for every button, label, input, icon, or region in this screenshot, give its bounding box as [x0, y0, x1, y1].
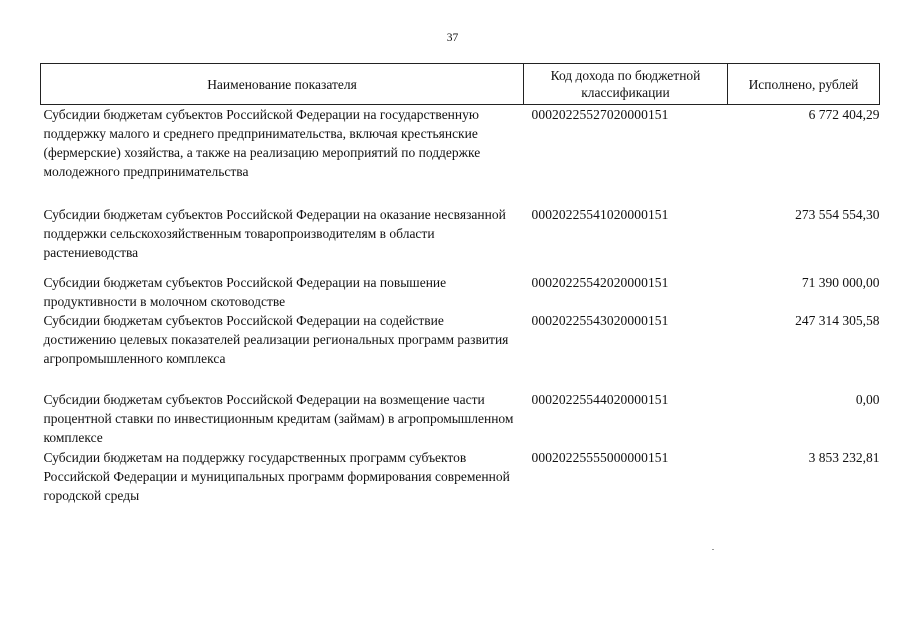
table-row: [41, 105, 880, 206]
row-name: Субсидии бюджетам субъектов Российской Федерации на возмещение части процентной ставки по инвестиционным кредитам (займам) в агропромышленном комплексе: [43, 392, 514, 445]
row-code: 00020225527020000151: [531, 107, 669, 122]
column-header-name: Наименование показателя: [41, 64, 524, 105]
row-name: Субсидии бюджетам субъектов Российской Федерации на повышение продуктивности в молочном скотоводстве: [43, 275, 447, 309]
scan-speck: [712, 549, 714, 550]
budget-table: [40, 63, 880, 505]
table-row: [41, 205, 880, 273]
row-code: 00020225544020000151: [531, 392, 669, 407]
table-row: [41, 390, 880, 448]
row-code: 00020225542020000151: [531, 275, 669, 290]
row-name: Субсидии бюджетам на поддержку государственных программ субъектов Российской Федерации и муниципальных программ формирования современной городской среды: [43, 450, 510, 503]
row-name: Субсидии бюджетам субъектов Российской Федерации на содействие достижению целевых показателей реализации региональных программ развития агропромышленного комплекса: [43, 313, 509, 366]
row-amount: 247 314 305,58: [795, 313, 880, 328]
row-code: 00020225543020000151: [531, 313, 669, 328]
table-header: [41, 64, 880, 105]
column-header-amount: Исполнено, рублей: [728, 64, 880, 105]
row-name: Субсидии бюджетам субъектов Российской Федерации на государственную поддержку малого и среднего предпринимательства, включая крестьянские (фермерские) хозяйства, а также на реализацию мероприятий по поддержке молодежного предпринимательства: [43, 107, 481, 179]
table-row: [41, 311, 880, 390]
row-amount: 3 853 232,81: [808, 450, 880, 465]
row-code: 00020225555000000151: [531, 450, 669, 465]
row-amount: 273 554 554,30: [795, 207, 880, 222]
row-amount: 0,00: [855, 392, 880, 407]
table-row: [41, 448, 880, 505]
page-number: 37: [446, 32, 459, 44]
row-name: Субсидии бюджетам субъектов Российской Федерации на оказание несвязанной поддержки сельскохозяйственным товаропроизводителям в области растениеводства: [43, 207, 506, 260]
column-header-code: Код дохода по бюджетной классификации: [524, 64, 728, 105]
row-amount: 71 390 000,00: [801, 275, 880, 290]
table-row: [41, 273, 880, 311]
row-amount: 6 772 404,29: [808, 107, 880, 122]
row-code: 00020225541020000151: [531, 207, 669, 222]
